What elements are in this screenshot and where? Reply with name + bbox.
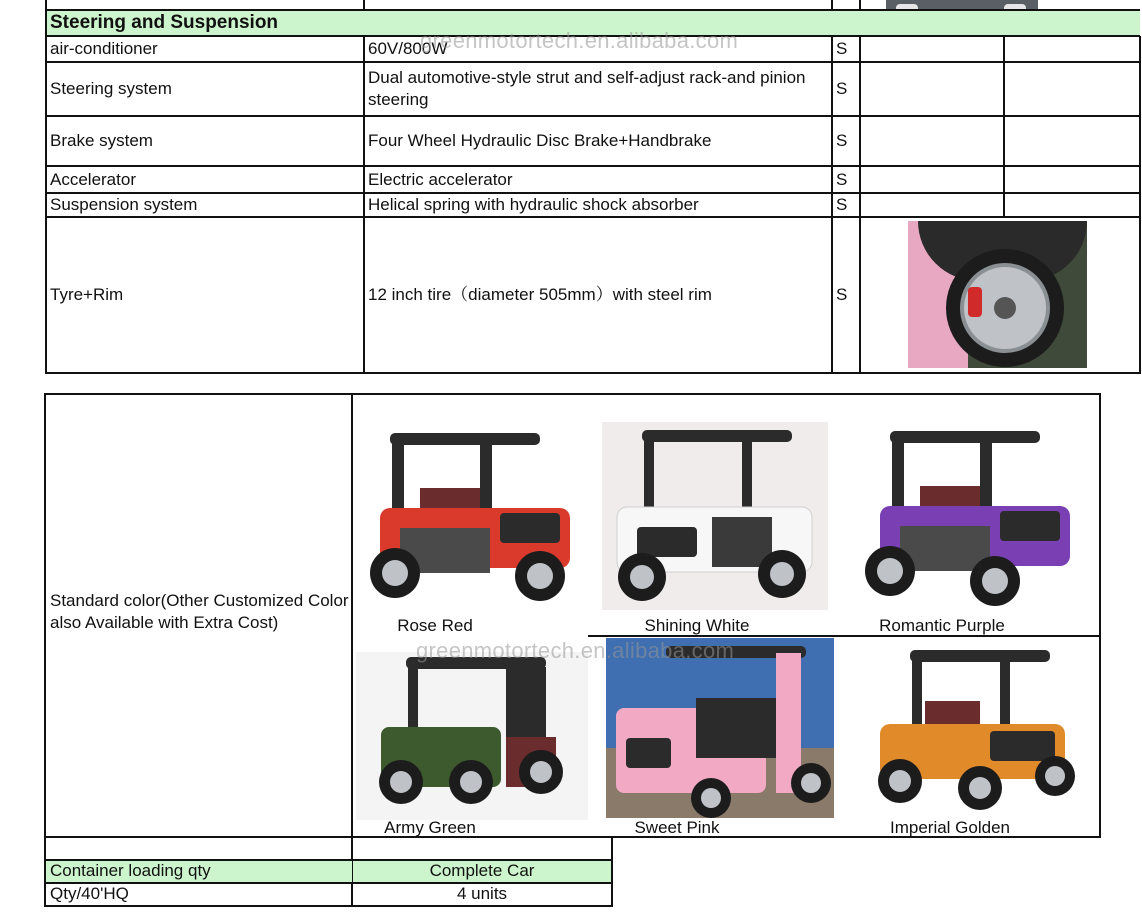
spec-value-tyre: 12 inch tire（diameter 505mm）with steel rim	[368, 285, 712, 304]
spec-flag-air-conditioner: S	[836, 39, 848, 58]
watermark-middle: greenmotortech.en.alibaba.com	[416, 638, 735, 663]
spec-value-suspension: Helical spring with hydraulic shock absorber	[368, 195, 699, 214]
spec-name-suspension: Suspension system	[50, 195, 198, 214]
spec-name-accelerator: Accelerator	[50, 169, 136, 189]
spec-flag-brake: S	[836, 131, 848, 150]
car-sweet-pink-image	[606, 638, 834, 818]
color-caption-imperial-golden: Imperial Golden	[889, 818, 1010, 837]
spec-value-air-conditioner: 60V/800W	[368, 39, 448, 58]
color-label: Standard color(Other Customized Color also Available with Extra Cost)	[50, 591, 349, 632]
spec-name-air-conditioner: air-conditioner	[50, 39, 158, 58]
loading-header: Complete Car	[353, 860, 611, 882]
car-army-green-image	[356, 652, 588, 820]
spec-flag-accelerator: S	[836, 169, 848, 189]
spec-value-brake: Four Wheel Hydraulic Disc Brake+Handbrake	[368, 131, 712, 150]
watermark-top: greenmotortech.en.alibaba.com	[420, 28, 739, 53]
spec-name-steering: Steering system	[50, 79, 172, 98]
car-shining-white-image	[602, 422, 828, 610]
spec-flag-steering: S	[836, 79, 848, 98]
loading-label: Container loading qty	[46, 860, 352, 882]
spec-name-tyre: Tyre+Rim	[50, 285, 124, 304]
color-caption-romantic-purple: Romantic Purple	[879, 616, 1005, 635]
car-imperial-golden-image	[870, 646, 1076, 812]
spec-value-accelerator: Electric accelerator	[368, 169, 513, 189]
spec-flag-tyre: S	[836, 285, 848, 304]
spec-flag-suspension: S	[836, 195, 848, 214]
color-caption-rose-red: Rose Red	[397, 616, 473, 635]
qty-label: Qty/40'HQ	[50, 884, 129, 903]
tyre-photo	[908, 221, 1087, 368]
color-caption-army-green: Army Green	[384, 818, 476, 837]
color-caption-sweet-pink: Sweet Pink	[634, 818, 720, 837]
spec-name-brake: Brake system	[50, 131, 153, 150]
spec-value-steering: Dual automotive-style strut and self-adjust rack-and pinion steering	[368, 68, 806, 109]
section-title: Steering and Suspension	[46, 10, 1140, 36]
car-rose-red-image	[360, 428, 590, 606]
qty-value: 4 units	[456, 884, 508, 903]
car-romantic-purple-image	[860, 426, 1090, 610]
color-caption-shining-white: Shining White	[644, 616, 750, 635]
